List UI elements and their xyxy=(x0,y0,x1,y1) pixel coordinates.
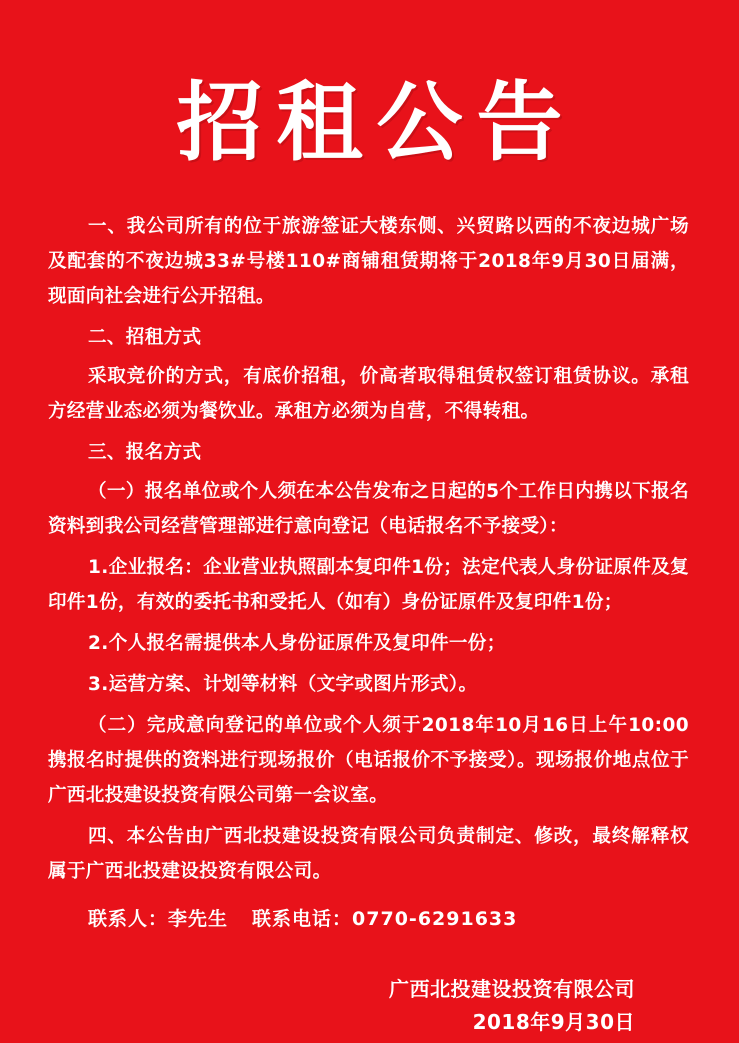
notice-body xyxy=(0,171,739,1039)
signature-block xyxy=(48,973,689,1039)
paragraph-item: 3.运营方案、计划等材料（文字或图片形式）。 xyxy=(88,673,478,695)
paragraph-item: 2.个人报名需提供本人身份证原件及复印件一份； xyxy=(88,632,506,654)
paragraph-item: 四、本公告由广西北投建设投资有限公司负责制定、修改，最终解释权属于广西北投建设投资有限公司。 xyxy=(48,825,689,882)
contact-person-name: 李先生 xyxy=(168,907,229,930)
contact-phone-number: 0770-6291633 xyxy=(352,907,518,930)
paragraph-item: （二）完成意向登记的单位或个人须于2018年10月16日上午10:00携报名时提供的资料进行现场报价（电话报价不予接受）。现场报价地点位于广西北投建设投资有限公司第一会议室。 xyxy=(48,714,689,806)
paragraph-item: 一、我公司所有的位于旅游签证大楼东侧、兴贸路以西的不夜边城广场及配套的不夜边城33#号楼110#商铺租赁期将于2018年9月30日届满，现面向社会进行公开招租。 xyxy=(48,215,689,307)
contact-line xyxy=(48,901,689,937)
signature-company: 广西北投建设投资有限公司 xyxy=(389,976,635,1001)
signature-date: 2018年9月30日 xyxy=(472,1009,635,1034)
paragraph-item: （一）报名单位或个人须在本公告发布之日起的5个工作日内携以下报名资料到我公司经营管理部进行意向登记（电话报名不予接受）： xyxy=(48,480,689,537)
paragraph-item: 1.企业报名：企业营业执照副本复印件1份；法定代表人身份证原件及复印件1份，有效的委托书和受托人（如有）身份证原件及复印件1份； xyxy=(48,556,689,613)
paragraph-item: 二、招租方式 xyxy=(88,326,202,348)
contact-person-label: 联系人： xyxy=(88,907,169,930)
paragraph-item: 采取竞价的方式，有底价招租，价高者取得租赁权签订租赁协议。承租方经营业态必须为餐饮业。承租方必须为自营，不得转租。 xyxy=(48,365,689,422)
page-title: 招租公告 xyxy=(176,72,577,173)
paragraph-item: 三、报名方式 xyxy=(88,441,202,463)
contact-phone-label: 联系电话： xyxy=(252,907,353,930)
